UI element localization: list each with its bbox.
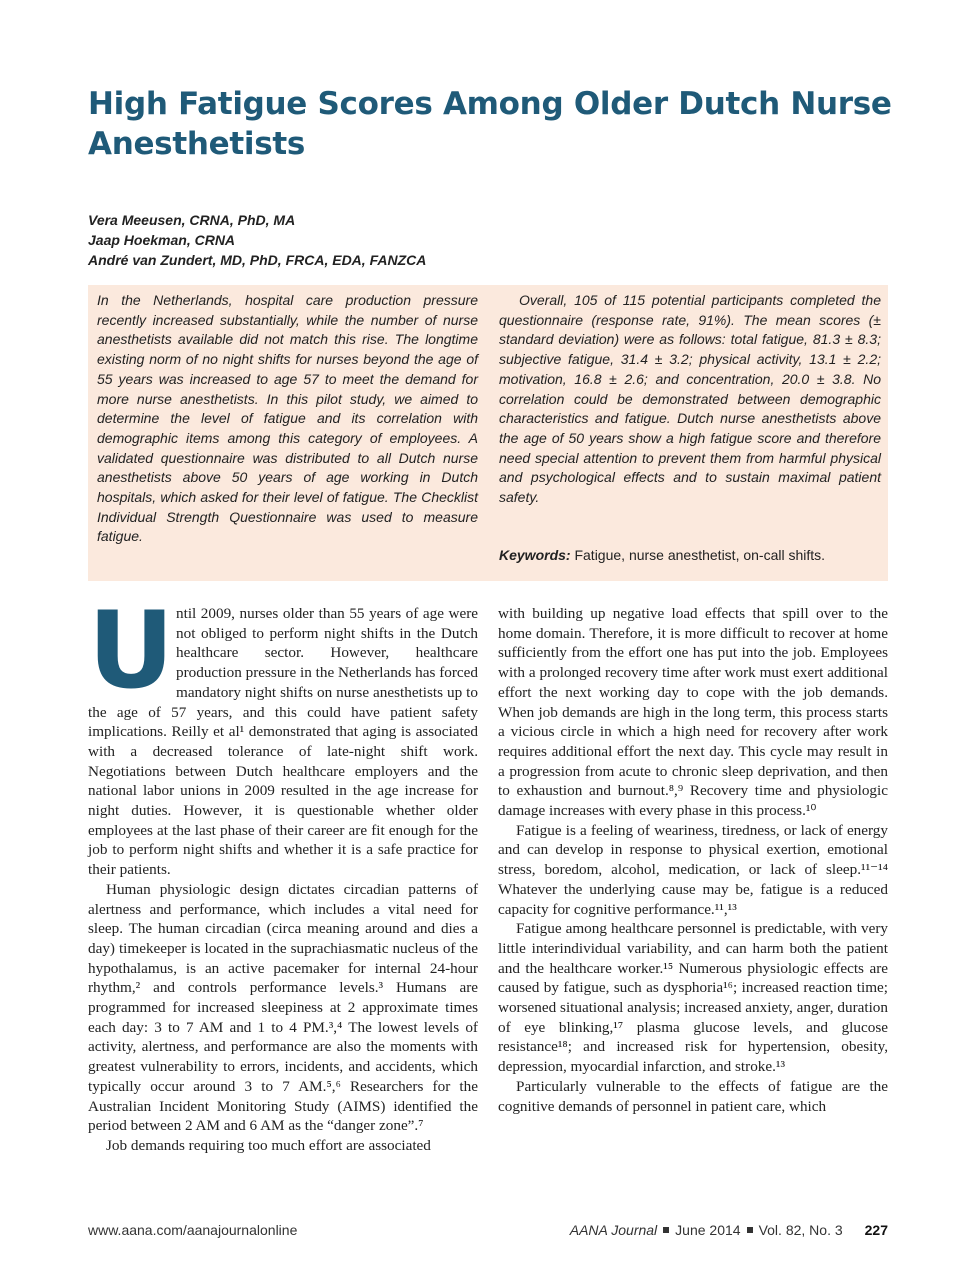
paragraph: Human physiologic design dictates circadian patterns of alertness and performance, which includes a vital need for sleep. The human circadian (circa meaning around and dies a day) timekeeper is located in the suprachiasmatic nucleus of the hypothalamus, is an active pacemaker for internal 24-hour rhythm,² and controls performance levels.³ Humans are programmed for increased sleepiness at 2 approximate times each day: 3 to 7 AM and 1 to 4 PM.³,⁴ The lowest levels of activity, alertness, and performance are also the moments with greatest vulnerability to errors, incidents, and accidents, which typically occur around 3 to 7 AM.⁵,⁶ Researchers for the Australian Incident Monitoring Study (AIMS) identified the period between 2 AM and 6 AM as the “danger zone”.⁷	[88, 880, 478, 1135]
paragraph: Particularly vulnerable to the effects of fatigue are the cognitive demands of personnel in patient care, which	[498, 1077, 888, 1115]
paragraph: Fatigue among healthcare personnel is predictable, with very little interindividual variability, and can harm both the patient and the healthcare worker.¹⁵ Numerous physiologic effects are caused by fatigue, such as dysphoria¹⁶; increased reaction time; worsened situational analysis; increased anxiety, anger, duration of eye blinking,¹⁷ plasma glucose levels, and glucose resistance¹⁸; and increased risk for hypertension, obesity, depression, myocardial infarction, and stroke.¹³	[498, 920, 888, 1076]
volume-issue: Vol. 82, No. 3	[758, 1222, 843, 1238]
footer-citation	[570, 1222, 888, 1238]
author: Jaap Hoekman, CRNA	[88, 232, 236, 248]
issue-date: June 2014	[675, 1222, 741, 1238]
keywords-label: Keywords:	[499, 547, 571, 563]
author: Vera Meeusen, CRNA, PhD, MA	[88, 212, 296, 228]
paragraph: Job demands requiring too much effort are associated	[106, 1136, 431, 1154]
drop-cap: U	[88, 589, 175, 712]
author: André van Zundert, MD, PhD, FRCA, EDA, FANZCA	[88, 252, 427, 268]
keywords	[499, 545, 881, 565]
abstract-right-column	[499, 291, 881, 508]
abstract-box	[88, 285, 888, 581]
separator-square-icon	[663, 1227, 669, 1233]
article-title: High Fatigue Scores Among Older Dutch Nurse Anesthetists	[88, 86, 892, 162]
paragraph: Fatigue is a feeling of weariness, tiredness, or lack of energy and can develop in response to physical exertion, emotional stress, boredom, alcohol, medication, or lack of sleep.¹¹⁻¹⁴ Whatever the underlying cause may be, fatigue is a reduced capacity for cognitive performance.¹¹,¹³	[498, 821, 888, 918]
author-list	[88, 210, 588, 270]
paragraph-text: ntil 2009, nurses older than 55 years of age were not obliged to perform night shifts in the Dutch healthcare sector. However, healthcare production pressure in the Netherlands has forced mandatory night shifts on nurse anesthetists up to the age of 57 years, and this could have patient safety implications. Reilly et al¹ demonstrated that aging is associated with a decreased tolerance of late-night shift work. Negotiations between Dutch healthcare employers and the national labor unions in 2009 resulted in the age increase for night duties. However, it is questionable whether older employees at the last phase of their career are fit enough for the job to perform night shifts and whether it is a safe practice for their patients.	[88, 605, 478, 879]
paragraph: with building up negative load effects that spill over to the home domain. Therefore, it is more difficult to recover at home sufficiently from the effort one has put into the job. Employees with a prolonged recovery time after work must exert additional effort the next working day to cope with the job demands. When job demands are high in the long term, this process starts a vicious circle in which a high need for recovery after work requires additional effort the next day. This cycle may result in a progression from acute to chronic sleep deprivation, and then to exhaustion and burnout.⁸,⁹ Recovery time and physiologic damage increases with every phase in this process.¹⁰	[498, 605, 888, 820]
body-right-column	[498, 604, 888, 1116]
abstract-left-column: In the Netherlands, hospital care production pressure recently increased substantially, while the number of nurse anesthetists available did not match this rise. The longtime existing norm of no night shifts for nurses beyond the age of 55 years was increased to age 57 to meet the demand for more nurse anesthetists. In this pilot study, we aimed to determine the level of fatigue and its correlation with demographic items among this category of employees. A validated questionnaire was distributed to all Dutch nurse anesthetists above 50 years of age working in Dutch hospitals, which asked for their level of fatigue. The Checklist Individual Strength Questionnaire was used to measure fatigue.	[97, 292, 478, 545]
page-number: 227	[864, 1222, 888, 1238]
journal-name: AANA Journal	[569, 1222, 658, 1238]
body-left-column	[88, 589, 478, 1156]
abstract-results: Overall, 105 of 115 potential participants completed the questionnaire (response rate, 91%). The mean scores (± standard deviation) were as follows: total fatigue, 81.3 ± 8.3; subjective fatigue, 31.4 ± 3.2; physical activity, 13.1 ± 2.2; motivation, 16.8 ± 2.6; and concentration, 20.0 ± 3.8. No correlation could be demonstrated between demographic characteristics and fatigue. Dutch nurse anesthetists above the age of 50 years show a high fatigue score and therefore need special attention to prevent them from harmful physical and psychological effects and to sustain maximal patient safety.	[499, 292, 881, 506]
paragraph	[88, 589, 478, 880]
keywords-text: Fatigue, nurse anesthetist, on-call shifts.	[574, 547, 826, 563]
footer-url[interactable]: www.aana.com/aanajournalonline	[88, 1222, 298, 1238]
separator-square-icon	[747, 1227, 753, 1233]
